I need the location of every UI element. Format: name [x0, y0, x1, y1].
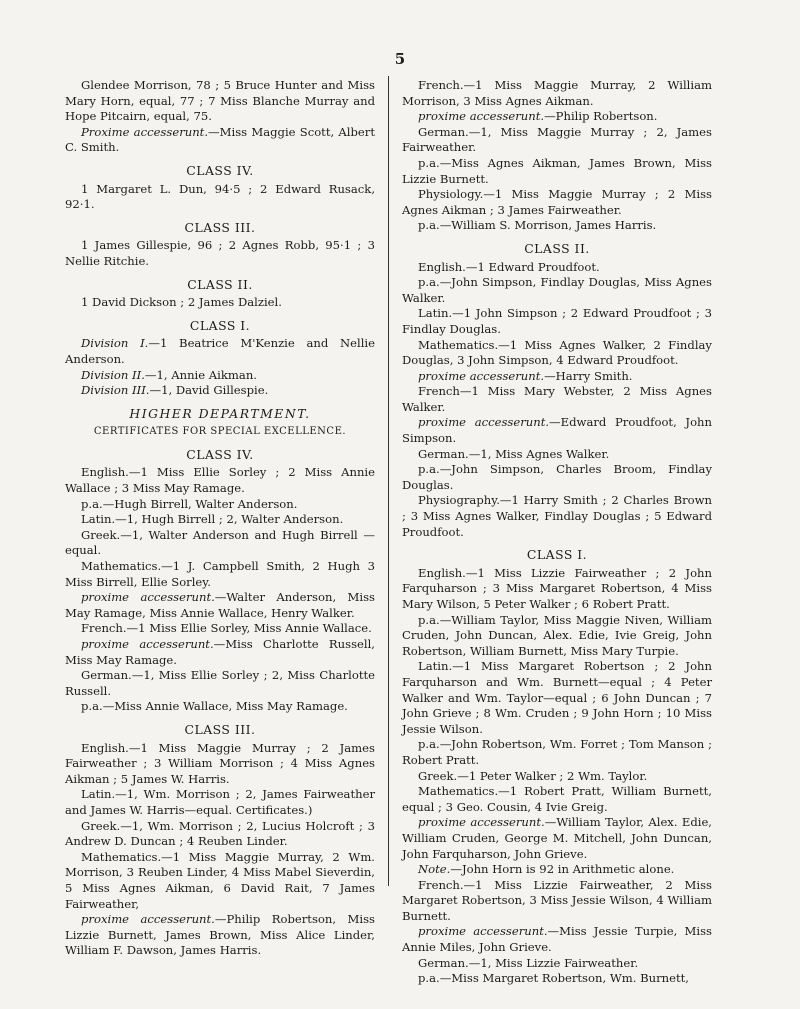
paragraph-italic-lead: proxime accesserunt.—Harry Smith. — [418, 368, 633, 383]
paragraph: French.—1 Miss Maggie Murray, 2 William Morrison, 3 Miss Agnes Aikman. — [402, 78, 712, 108]
paragraph: Latin.—1 Miss Margaret Robertson ; 2 John Farquharson and Wm. Burnett—equal ; 4 Peter Walker and Wm. Taylor—equal ; 6 John Duncan ; 7 John Grieve ; 8 Wm. Cruden ; 9 John Horn ; 10 Miss Jessie Wilson. — [402, 659, 712, 736]
paragraph: p.a.—John Simpson, Charles Broom, Findlay Douglas. — [402, 462, 712, 492]
paragraph: p.a.—John Robertson, Wm. Forret ; Tom Manson ; Robert Pratt. — [402, 737, 712, 767]
paragraph-italic-lead: Division II.—1, Annie Aikman. — [81, 367, 257, 382]
paragraph: p.a.—William S. Morrison, James Harris. — [418, 218, 657, 233]
subsection-heading: CERTIFICATES FOR SPECIAL EXCELLENCE. — [93, 426, 347, 438]
paragraph: 1 Margaret L. Dun, 94·5 ; 2 Edward Rusack, 92·1. — [65, 181, 375, 212]
paragraph-italic-lead: proxime accesserunt.—Miss Jessie Turpie, Miss Annie Miles, John Grieve. — [402, 924, 712, 955]
paragraph: Latin.—1 John Simpson ; 2 Edward Proudfoot ; 3 Findlay Douglas. — [402, 306, 712, 336]
class-heading: CLASS IV. — [186, 162, 254, 178]
paragraph: Glendee Morrison, 78 ; 5 Bruce Hunter and Miss Mary Horn, equal, 77 ; 7 Miss Blanche Murray and Hope Pitcairn, equal, 75. — [65, 78, 375, 124]
paragraph: 1 James Gillespie, 96 ; 2 Agnes Robb, 95·1 ; 3 Nellie Ritchie. — [65, 238, 375, 268]
class-heading: CLASS III. — [184, 721, 256, 737]
paragraph: French.—1 Miss Ellie Sorley, Miss Annie Wallace. — [81, 621, 372, 636]
class-heading: CLASS I. — [189, 317, 251, 333]
paragraph: French.—1 Miss Lizzie Fairweather, 2 Miss Margaret Robertson, 3 Miss Jessie Wilson, 4 William Burnett. — [402, 877, 712, 923]
paragraph: Physiology.—1 Miss Maggie Murray ; 2 Miss Agnes Aikman ; 3 James Fairweather. — [402, 187, 712, 217]
page-number: 5 — [394, 50, 406, 68]
paragraph: English.—1 Miss Maggie Murray ; 2 James Fairweather ; 3 William Morrison ; 4 Miss Agnes Aikman ; 5 James W. Harris. — [65, 740, 375, 786]
paragraph: English.—1 Miss Lizzie Fairweather ; 2 John Farquharson ; 3 Miss Margaret Robertson, 4 Miss Mary Wilson, 5 Peter Walker ; 6 Robert Pratt. — [402, 565, 712, 611]
column-divider — [388, 76, 389, 886]
paragraph: German.—1, Miss Agnes Walker. — [418, 446, 610, 461]
class-heading: CLASS IV. — [186, 446, 254, 462]
paragraph-italic-lead: proxime accesserunt.—Philip Robertson. — [418, 109, 658, 124]
right-column — [402, 78, 712, 987]
paragraph-italic-lead: proxime accesserunt.—Philip Robertson, Miss Lizzie Burnett, James Brown, Miss Alice Linder, William F. Dawson, James Harris. — [65, 912, 375, 958]
paragraph: p.a.—Hugh Birrell, Walter Anderson. — [81, 496, 298, 511]
class-heading: CLASS III. — [184, 219, 256, 235]
class-heading: CLASS II. — [187, 276, 253, 292]
paragraph-italic-lead: Division III.—1, David Gillespie. — [81, 383, 269, 398]
paragraph-italic-lead: Division I.—1 Beatrice M'Kenzie and Nellie Anderson. — [65, 336, 375, 366]
paragraph-italic-lead: Note.—John Horn is 92 in Arithmetic alone. — [418, 862, 675, 877]
paragraph: Greek.—1, Walter Anderson and Hugh Birrell —equal. — [65, 527, 375, 558]
paragraph: Greek.—1, Wm. Morrison ; 2, Lucius Holcroft ; 3 Andrew D. Duncan ; 4 Reuben Linder. — [65, 818, 375, 849]
paragraph-italic-lead: proxime accesserunt.—Walter Anderson, Miss May Ramage, Miss Annie Wallace, Henry Walker. — [65, 590, 376, 620]
paragraph: p.a.—William Taylor, Miss Maggie Niven, William Cruden, John Duncan, Alex. Edie, Ivie Greig, John Robertson, William Burnett, Miss Mary Turpie. — [402, 612, 712, 658]
paragraph: Latin.—1, Wm. Morrison ; 2, James Fairweather and James W. Harris—equal. Certificates.) — [65, 787, 375, 817]
paragraph: English.—1 Edward Proudfoot. — [418, 259, 600, 274]
class-heading: CLASS I. — [526, 547, 588, 563]
paragraph: French—1 Miss Mary Webster, 2 Miss Agnes Walker. — [402, 384, 712, 414]
paragraph: Physiography.—1 Harry Smith ; 2 Charles Brown ; 3 Miss Agnes Walker, Findlay Douglas ; 5 Edward Proudfoot. — [402, 493, 712, 539]
paragraph-italic-lead: proxime accesserunt.—William Taylor, Alex. Edie, William Cruden, George M. Mitchell, John Duncan, John Farquharson, John Grieve. — [402, 815, 712, 861]
paragraph-italic-lead: proxime accesserunt.—Miss Charlotte Russell, Miss May Ramage. — [65, 637, 375, 667]
paragraph: p.a.—Miss Annie Wallace, Miss May Ramage. — [81, 699, 348, 714]
paragraph: English.—1 Miss Ellie Sorley ; 2 Miss Annie Wallace ; 3 Miss May Ramage. — [65, 465, 375, 496]
section-heading: HIGHER DEPARTMENT. — [129, 405, 311, 421]
paragraph: German.—1, Miss Lizzie Fairweather. — [418, 955, 639, 970]
paragraph-italic-lead: proxime accesserunt.—Edward Proudfoot, John Simpson. — [402, 415, 712, 446]
paragraph: Mathematics.—1 J. Campbell Smith, 2 Hugh 3 Miss Birrell, Ellie Sorley. — [65, 559, 375, 589]
paragraph: Mathematics.—1 Miss Agnes Walker, 2 Findlay Douglas, 3 John Simpson, 4 Edward Proudfoot. — [402, 337, 712, 368]
paragraph: Mathematics.—1 Miss Maggie Murray, 2 Wm. Morrison, 3 Reuben Linder, 4 Miss Mabel Sieverdin, 5 Miss Agnes Aikman, 6 David Rait, 7 James Fairweather, — [65, 849, 375, 911]
class-heading: CLASS II. — [524, 240, 590, 256]
paragraph: p.a.—Miss Agnes Aikman, James Brown, Miss Lizzie Burnett. — [402, 155, 712, 186]
paragraph: German.—1, Miss Maggie Murray ; 2, James Fairweather. — [402, 124, 712, 155]
paragraph: Greek.—1 Peter Walker ; 2 Wm. Taylor. — [418, 768, 648, 783]
paragraph: German.—1, Miss Ellie Sorley ; 2, Miss Charlotte Russell. — [65, 668, 375, 698]
paragraph: Mathematics.—1 Robert Pratt, William Burnett, equal ; 3 Geo. Cousin, 4 Ivie Greig. — [402, 784, 712, 814]
paragraph-italic-lead: Proxime accesserunt.—Miss Maggie Scott, Albert C. Smith. — [65, 124, 375, 155]
left-column — [65, 78, 375, 959]
paragraph: p.a.—John Simpson, Findlay Douglas, Miss Agnes Walker. — [402, 275, 712, 305]
paragraph: 1 David Dickson ; 2 James Dalziel. — [81, 295, 282, 310]
paragraph: Latin.—1, Hugh Birrell ; 2, Walter Anderson. — [81, 512, 344, 527]
paragraph: p.a.—Miss Margaret Robertson, Wm. Burnett, — [418, 971, 689, 986]
